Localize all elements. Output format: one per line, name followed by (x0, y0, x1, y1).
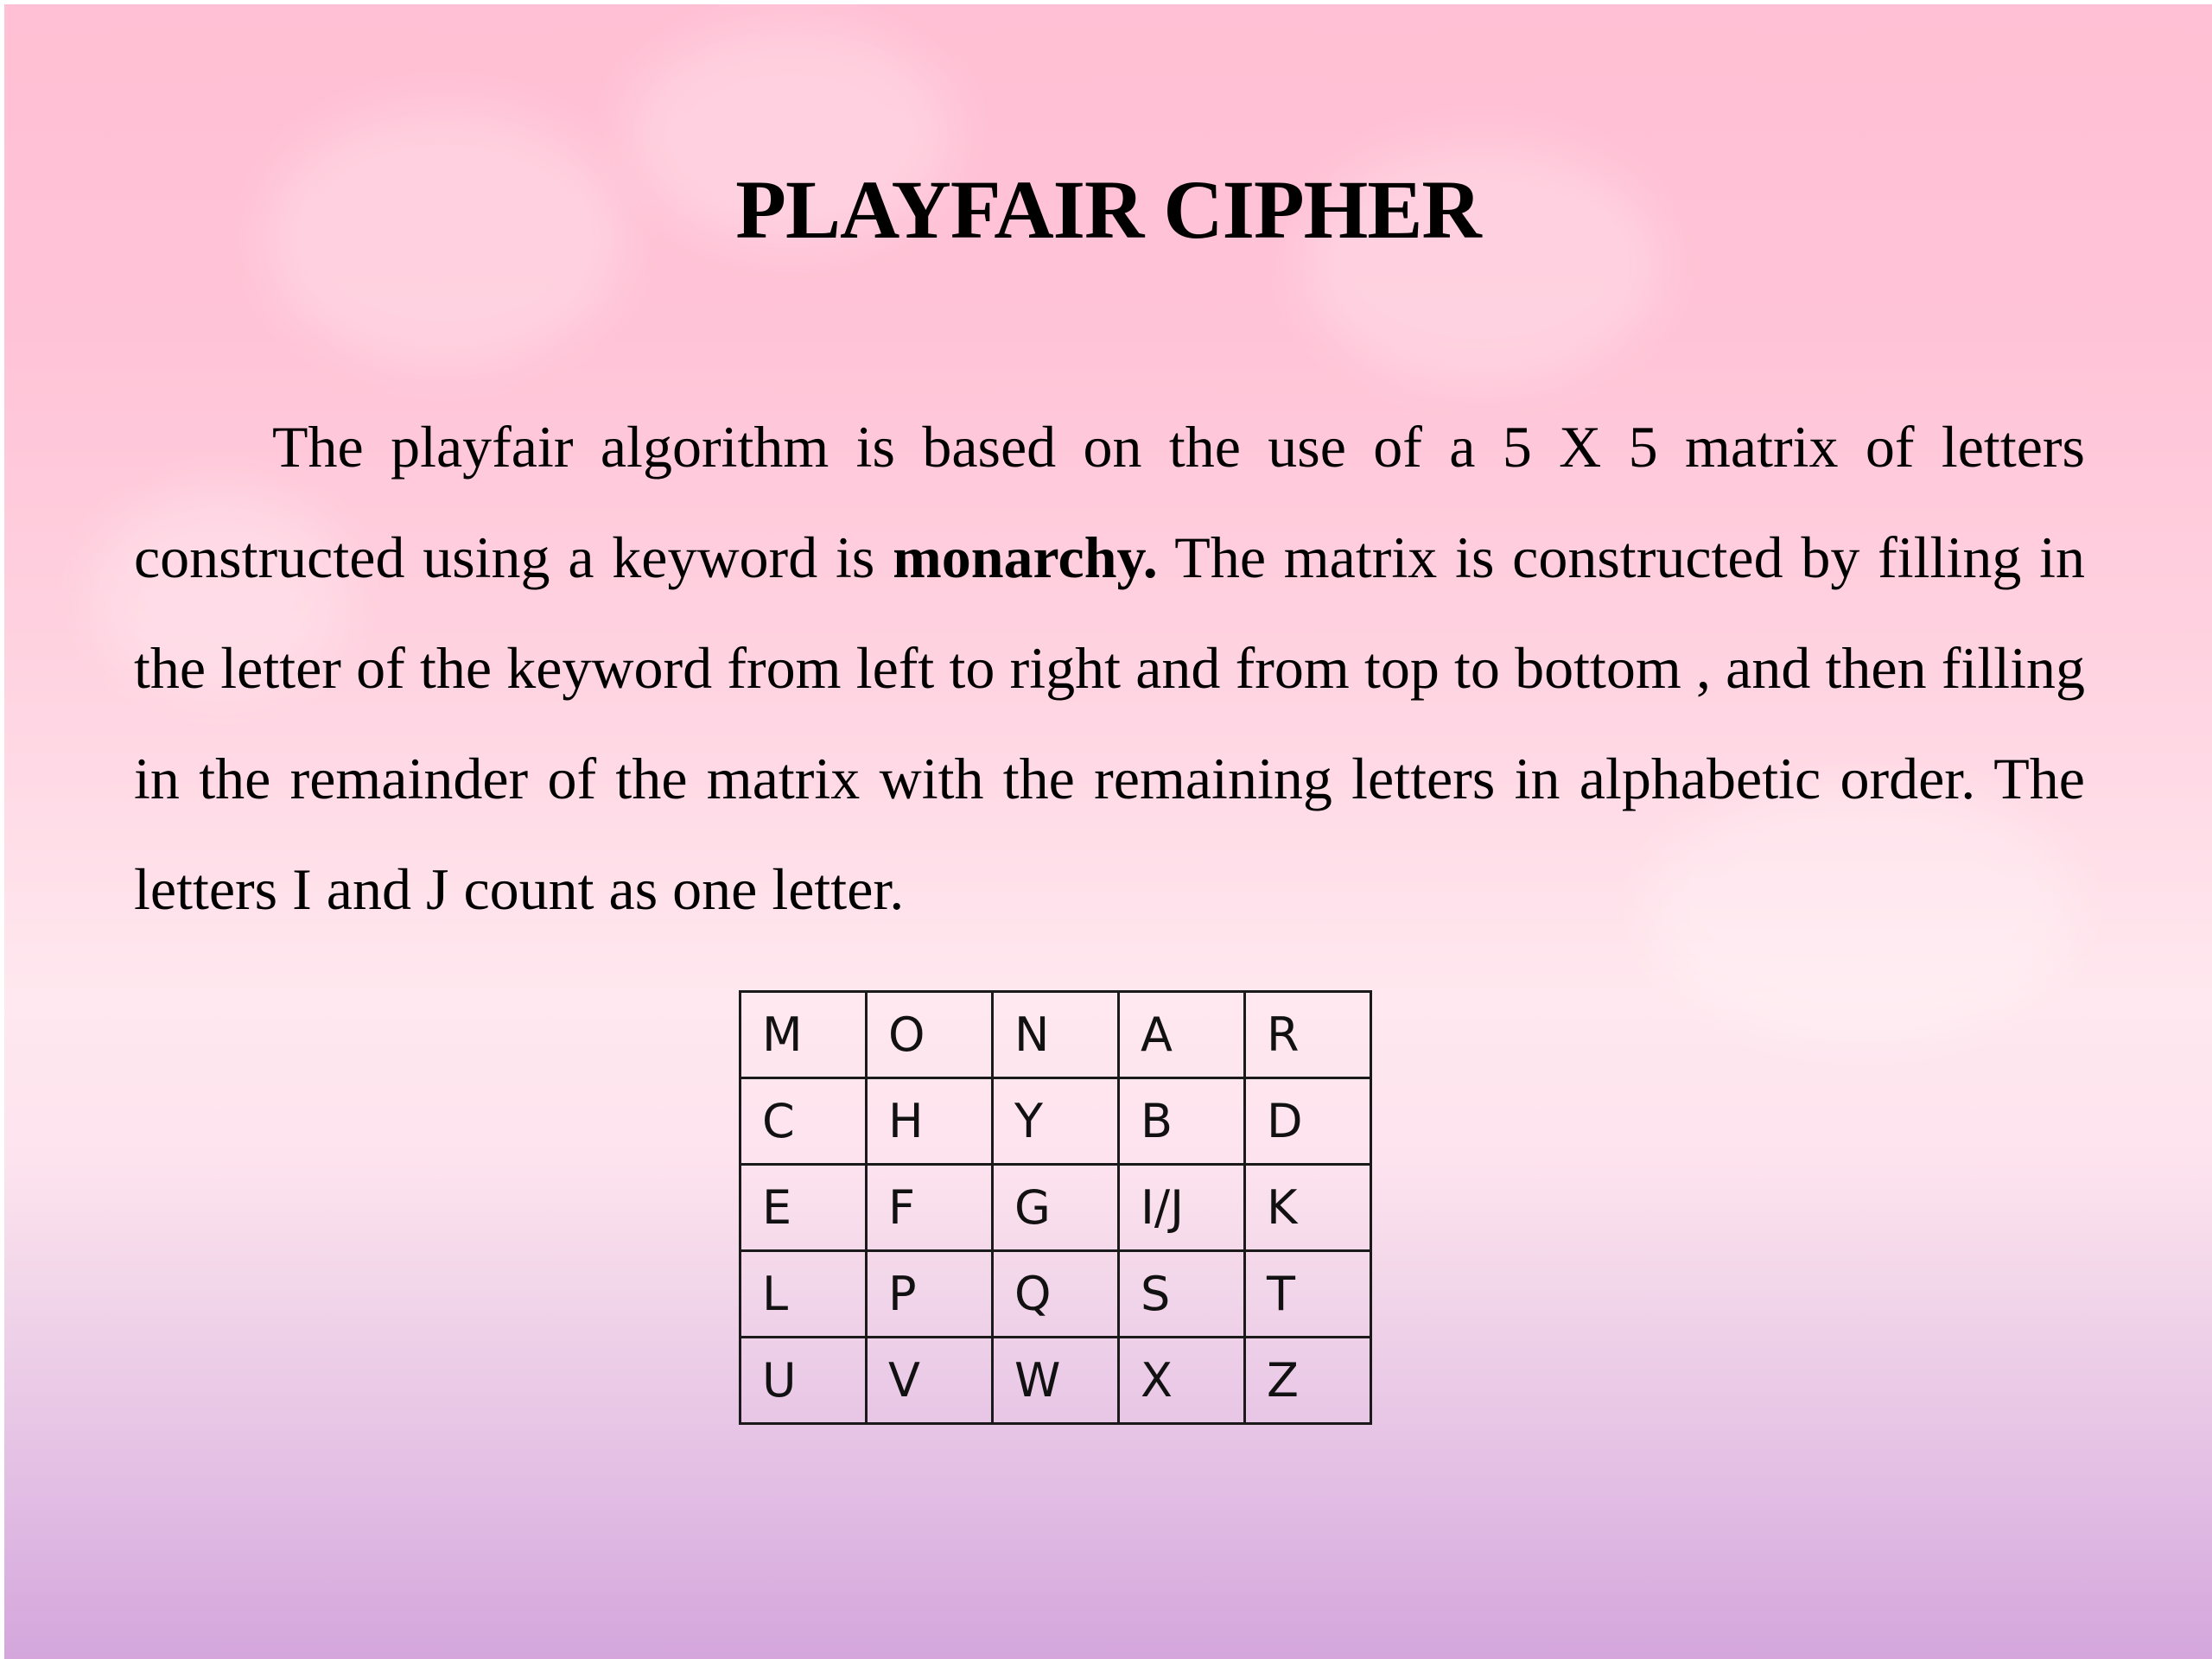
matrix-cell: X (1119, 1338, 1245, 1424)
matrix-cell: I/J (1119, 1165, 1245, 1251)
matrix-row (741, 992, 1371, 1078)
matrix-cell: W (993, 1338, 1119, 1424)
slide (4, 4, 2212, 1659)
matrix-cell: D (1245, 1078, 1371, 1165)
matrix-row (741, 1078, 1371, 1165)
matrix-cell: Q (993, 1251, 1119, 1338)
matrix-cell: C (741, 1078, 867, 1165)
matrix-cell: B (1119, 1078, 1245, 1165)
matrix-cell: Z (1245, 1338, 1371, 1424)
matrix-cell: F (867, 1165, 993, 1251)
matrix-cell: N (993, 992, 1119, 1078)
keyword-text: monarchy. (893, 524, 1158, 590)
matrix-row (741, 1165, 1371, 1251)
matrix-cell: R (1245, 992, 1371, 1078)
matrix-cell: L (741, 1251, 867, 1338)
playfair-matrix (739, 990, 1372, 1425)
matrix-cell: S (1119, 1251, 1245, 1338)
matrix-cell: M (741, 992, 867, 1078)
matrix-cell: V (867, 1338, 993, 1424)
matrix-cell: A (1119, 992, 1245, 1078)
matrix-cell: T (1245, 1251, 1371, 1338)
matrix-cell: Y (993, 1078, 1119, 1165)
matrix-cell: O (867, 992, 993, 1078)
matrix-cell: K (1245, 1165, 1371, 1251)
matrix-cell: U (741, 1338, 867, 1424)
paragraph-text-before-keyword: The playfair algorithm is based on the use of a 5 X 5 matrix of letters constructed using a keyword is (134, 414, 2085, 590)
slide-title: PLAYFAIR CIPHER (735, 163, 1481, 256)
matrix-cell: G (993, 1165, 1119, 1251)
matrix-row (741, 1251, 1371, 1338)
matrix-row (741, 1338, 1371, 1424)
matrix-cell: P (867, 1251, 993, 1338)
description-paragraph (134, 391, 2085, 944)
matrix-cell: E (741, 1165, 867, 1251)
matrix-cell: H (867, 1078, 993, 1165)
paragraph-text-after-keyword: The matrix is constructed by filling in the letter of the keyword from left to right and from top to bottom , and then filling in the remainder of the matrix with the remaining letters in alphabetic order. The letters I and J count as one letter. (134, 524, 2086, 922)
